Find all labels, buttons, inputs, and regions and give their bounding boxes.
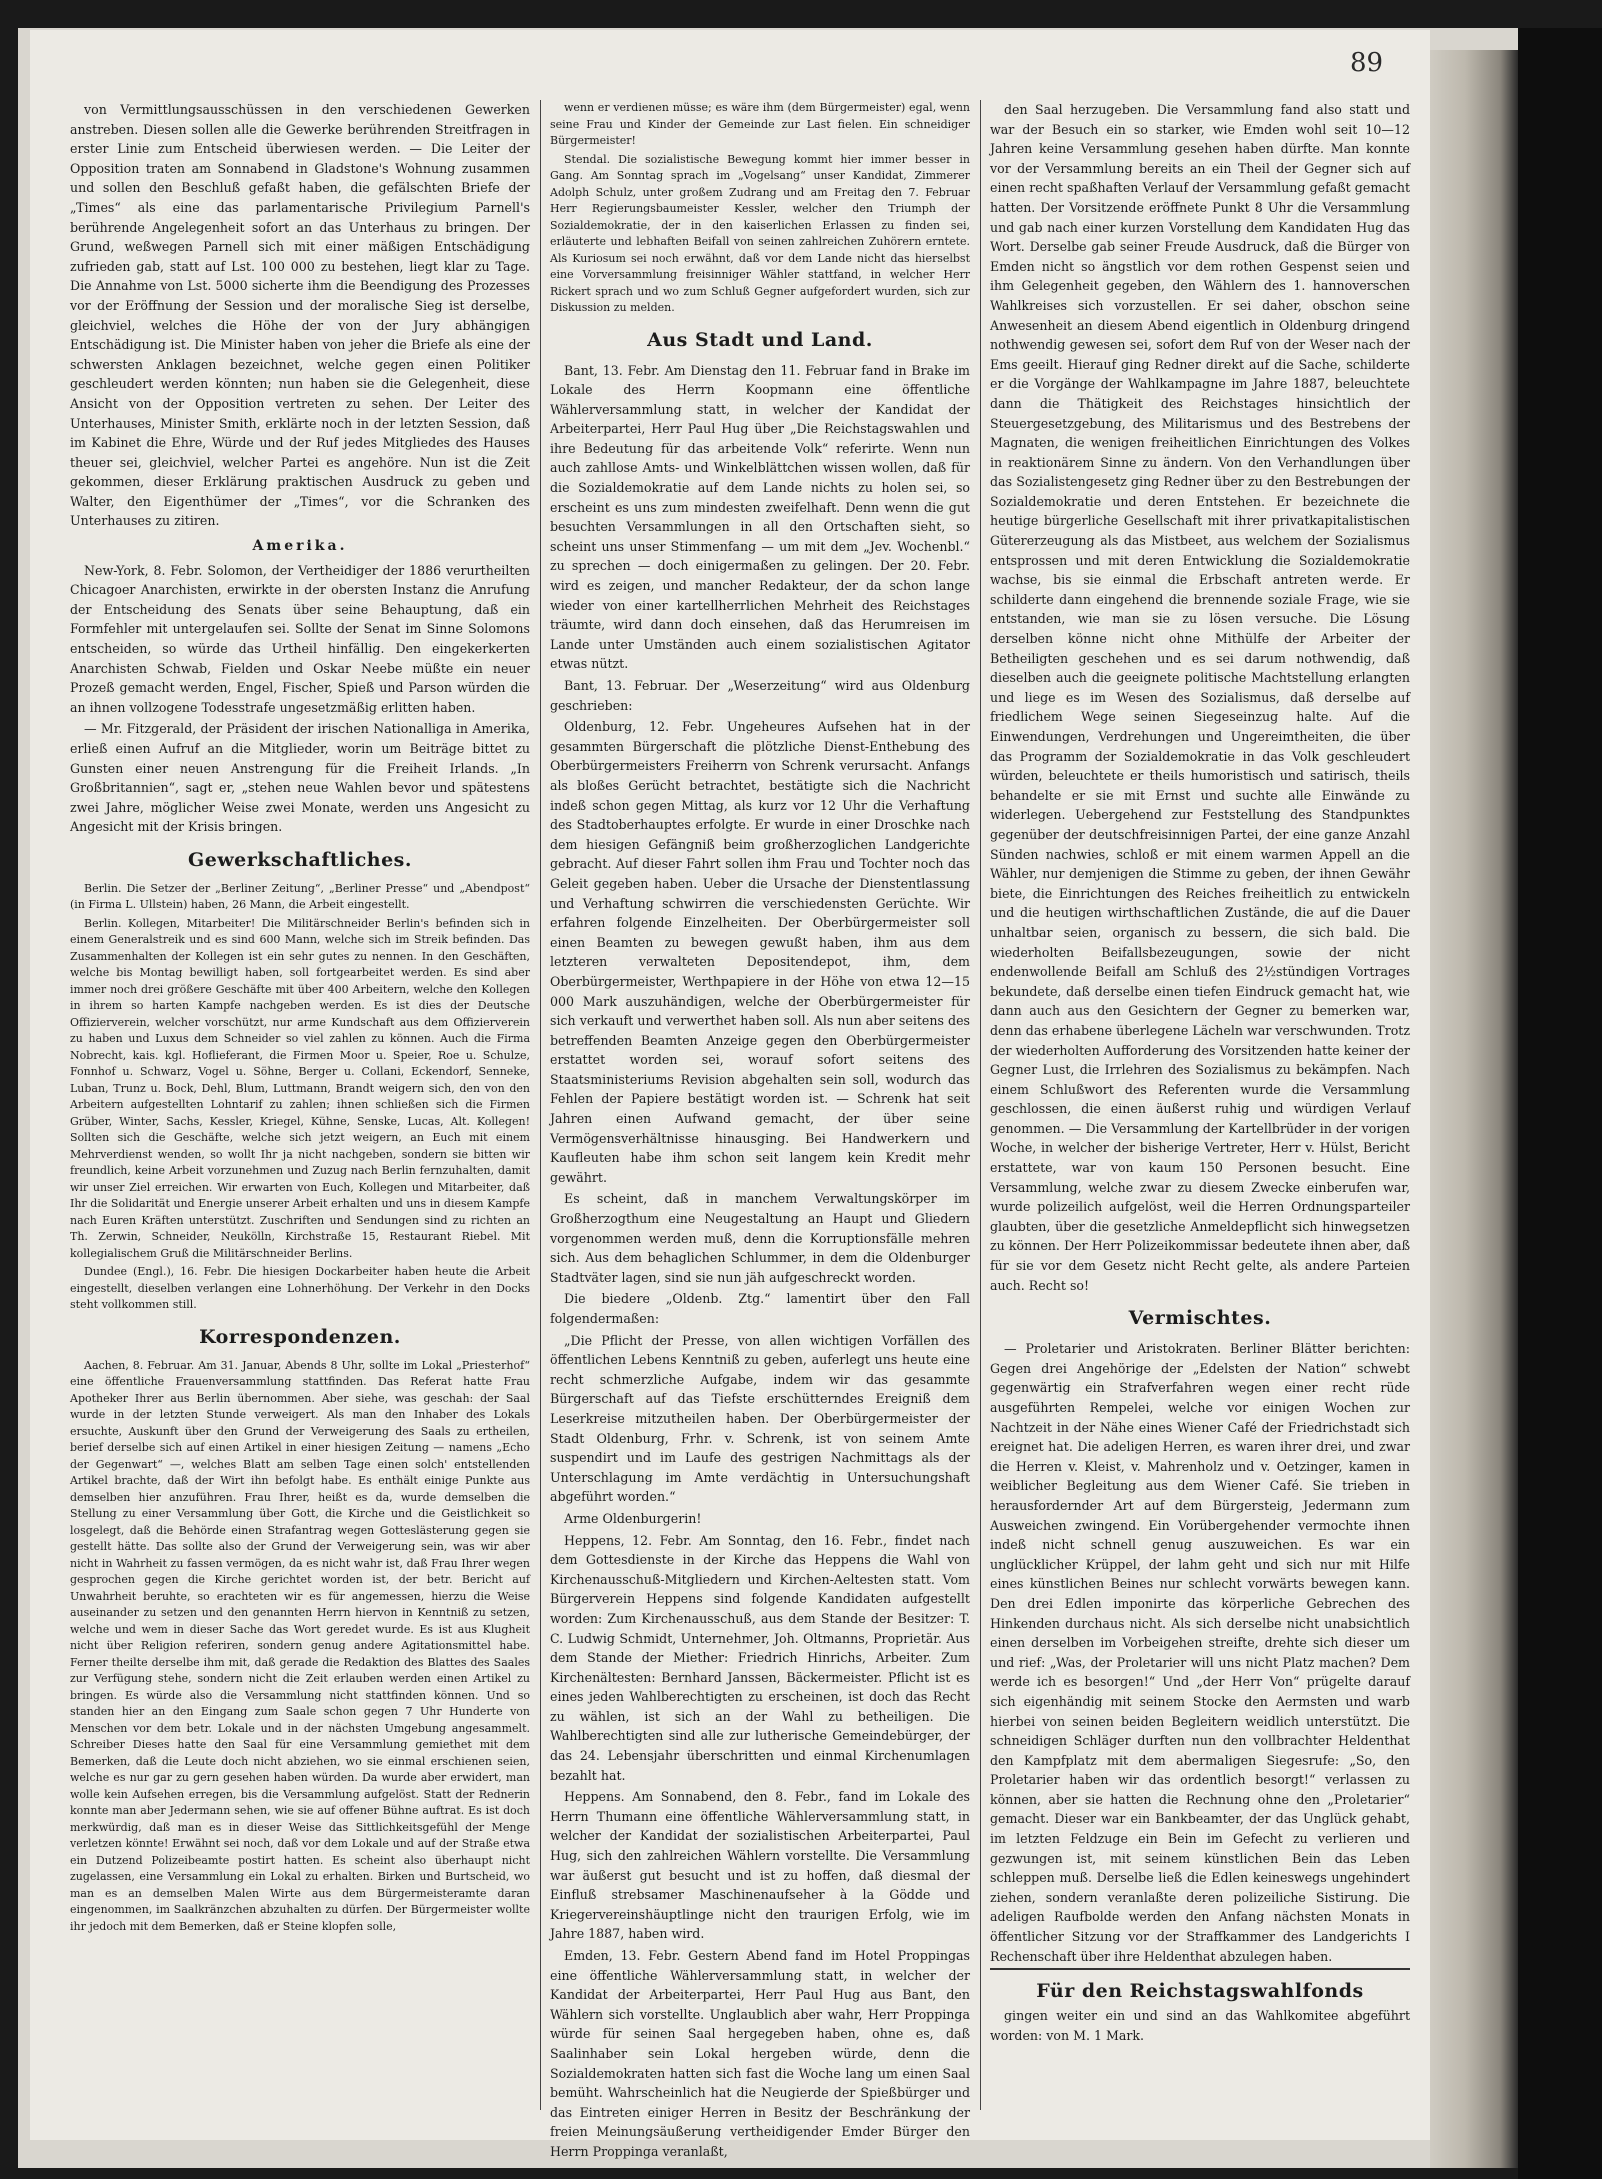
article-paragraph: Berlin. Kollegen, Mitarbeiter! Die Militärschneider Berlin's befinden sich in einem Generalstreik und es sind 600 Mann, welche sich im Streik befinden. Das Zusammenhalten der Kollegen ist ein sehr gutes zu nennen. In den Geschäften, welche bis Montag bewilligt haben, soll fortgearbeitet werden. Es sind aber immer noch drei größere Geschäfte mit über 400 Arbeitern, welche den Kollegen in ihrem so harten Kampfe nachgeben werden. Es ist dies der Deutsche Offizierverein, welcher vorschützt, nur arme Kundschaft aus dem Offizierverein zu haben und Luxus dem Schneider so viel zahlen zu können. Auch die Firma Nobrecht, kais. kgl. Hoflieferant, die Firmen Moor u. Speier, Roe u. Schulze, Fonnhof u. Schwarz, Vogel u. Söhne, Berger u. Collani, Eckendorf, Senneke, Luban, Trunz u. Bock, Dehl, Blum, Luttmann, Brandt weigern sich, den von den Arbeitern aufgestellten Lohntarif zu zahlen; ihnen schließen sich die Firmen Grüber, Winter, Sachs, Kessler, Kriegel, Kühne, Senske, Lucas, Alt. Kollegen! Sollten sich die Geschäfte, welche sich jetzt weigern, an Euch mit einem Mehrverdienst wenden, so wollt Ihr ja nicht nachgeben, sondern sie bitten wir freundlich, keine Arbeit vorzunehmen und Zuzug nach Berlin fernzuhalten, damit wir unser Ziel erreichen. Wir erwarten von Euch, Kollegen und Mitarbeiter, daß Ihr die Solidarität und Energie unserer Arbeit erhalten und uns in diesem Kampfe nach Euren Kräften unterstützt. Zuschriften und Sendungen sind zu richten an Th. Zerwin, Schneider, Neukölln, Kirchstraße 15, Restaurant Riebel. Mit kollegialischem Gruß die Militärschneider Berlins.: [70, 916, 530, 1260]
article-paragraph: gingen weiter ein und sind an das Wahlkomitee abgeführt worden: von M. 1 Mark.: [990, 2008, 1410, 2043]
article-paragraph: Arme Oldenburgerin!: [564, 1510, 702, 1526]
section-heading-amerika: Amerika.: [252, 538, 348, 555]
article-paragraph: den Saal herzugeben. Die Versammlung fand also statt und war der Besuch ein so starker, wie Emden wohl seit 10—12 Jahren keine Versammlung gesehen haben dürfte. Man konnte vor der Versammlung bereits an ein Theil der Gegner sich auf einen recht spaßhaften Verlauf der Versammlung gefaßt gemacht hatten. Der Vorsitzende eröffnete Punkt 8 Uhr die Versammlung und gab nach einer kurzen Vorstellung dem Kandidaten Hug das Wort. Derselbe gab seiner Freude Ausdruck, daß die Bürger von Emden nicht so ängstlich vor dem rothen Gespenst seien und ihm Gelegenheit gegeben, den Wählern des 1. hannoverschen Wahlkreises sich vorzustellen. Er sei daher, obschon seine Anwesenheit an diesem Abend eigentlich in Oldenburg dringend nothwendig gewesen sei, sofort dem Ruf von der Weser nach der Ems geeilt. Hierauf ging Redner direkt auf die Sache, schilderte er die Vorgänge der Wahlkampagne im Jahre 1887, beleuchtete dann die Thätigkeit des Reichstages hinsichtlich der Steuergesetzgebung, des Militarismus und des Bestrebens der Magnaten, die wenigen freiheitlichen Einrichtungen des Volkes in reaktionärem Sinne zu ändern. Von den Verhandlungen über das Sozialistengesetz ging Redner über zu den Bestrebungen der Sozialdemokratie und deren Entstehen. Er bezeichnete die heutige bürgerliche Gesellschaft mit ihrer privatkapitalistischen Gütererzeugung als das Mistbeet, aus welchem der Sozialismus entsprossen und mit deren Entwicklung die Sozialdemokratie wachse, bis sie einmal die Erbschaft antreten werde. Er schilderte dann eingehend die brennende soziale Frage, wie sie entstanden, wie man sie zu lösen versuche. Die Lösung derselben könne nicht ohne Mithülfe der Arbeiter der Betheiligten geschehen und es sei darum nothwendig, daß dieselben auch die geeignete politische Machtstellung erlangten und liege es im Wesen des Sozialismus, daß derselbe auf friedlichem Wege seinen Siegeseinzug halte. Auf die Einwendungen, Verdrehungen und Ungereimtheiten, die über das Programm der Sozialdemokratie in das Volk geschleudert würden, beleuchtete er theils humoristisch und satirisch, theils behandelte er sie mit Ernst und suchte alle Einwände zu widerlegen. Uebergehend zur Feststellung des Standpunktes gegenüber der deutschfreisinnigen Partei, der eine ganze Anzahl Sünden nachwies, schloß er mit einem warmen Appell an die Wähler, nur demjenigen die Stimme zu geben, der ihnen Gewähr biete, die Einrichtungen des Reiches freiheitlich zu entwickeln und die heutigen wirthschaftlichen Zustände, die auf die Dauer unhaltbar seien, organisch zu bessern, die sich bald. Die wiederholten Beifallsbezeugungen, sowie der nicht endenwollende Beifall am Schluß des 2½stündigen Vortrages bekundete, daß derselbe einen tiefen Eindruck gemacht hat, wie dann auch aus den Gesichtern der Gegner zu bemerken war, denn das erhabene überlegene Lächeln war verschwunden. Trotz der wiederholten Aufforderung des Vorsitzenden hatte keiner der Gegner Lust, die Irrlehren des Sozialismus zu bekämpfen. Nach einem Schlußwort des Referenten wurde die Versammlung geschlossen, die einen äußerst ruhig und würdigen Verlauf genommen. — Die Versammlung der Kartellbrüder in der vorigen Woche, in welcher der bisherige Vertreter, Herr v. Hülst, Bericht erstattete, war von kaum 150 Personen besucht. Eine Versammlung, welche zwar zu diesem Zwecke einberufen war, wurde polizeilich aufgelöst, weil die Herren Ordnungsparteiler glaubten, über die gesetzliche Anmeldepflicht sich hinwegsetzen zu können. Der Herr Polizeikommissar bedeutete ihnen aber, daß für sie vor dem Gesetz nicht Recht gelte, als andere Parteien auch. Recht so!: [990, 102, 1410, 1293]
article-paragraph: Bant, 13. Febr. Am Dienstag den 11. Februar fand in Brake im Lokale des Herrn Koopmann eine öffentliche Wählerversammlung statt, in welcher der Kandidat der Arbeiterpartei, Herr Paul Hug über „Die Reichstagswahlen und ihre Bedeutung für das arbeitende Volk“ referirte. Wenn nun auch zahllose Amts- und Winkelblättchen wissen wollen, daß für die Sozialdemokratie auf dem Lande nichts zu holen sei, so erscheint es uns zum mindesten zweifelhaft. Denn wenn die gut besuchten Versammlungen in all den Ortschaften sieht, so scheint uns unser Stimmenfang — um mit dem „Jev. Wochenbl.“ zu sprechen — doch einigermaßen zu gelingen. Der 20. Febr. wird es zeigen, und mancher Redakteur, der da schon lange wieder von einer kartellherrlichen Mehrheit des Reichstages träumte, wird dann doch einsehen, daß das Herumreisen im Lande unter Umständen auch einem sozialistischen Agitator etwas nützt.: [550, 362, 970, 672]
article-paragraph: — Proletarier und Aristokraten. Berliner Blätter berichten: Gegen drei Angehörige der „Edelsten der Nation“ schwebt gegenwärtig ein Strafverfahren wegen einer recht rüde ausgeführten Rempelei, welche vor einigen Wochen zur Nachtzeit in der Nähe eines Wiener Café der Friedrichstadt sich ereignet hat. Die adeligen Herren, es waren ihrer drei, und zwar die Herren v. Kleist, v. Mahrenholz und v. Oetzinger, kamen in weiblicher Begleitung aus dem Wiener Café. Sie trieben in herausfordernder Art auf dem Bürgersteig, Jedermann zum Ausweichen zwingend. Ein Vorübergehender vermochte ihnen indeß nicht schnell genug auszuweichen. Es war ein unglücklicher Krüppel, der lahm geht und sich nur mit Hilfe eines künstlichen Beines nur schlecht vorwärts bewegen kann. Den drei Edlen imponirte das körperliche Gebrechen des Hinkenden durchaus nicht. Als sich derselbe nicht unabsichtlich einen derselben im Vorbeigehen streifte, drehte sich dieser um und rief: „Was, der Proletarier will uns nicht Platz machen? Dem werde ich es besorgen!“ Und „der Herr Von“ prügelte darauf sich eigenhändig mit seinem Stocke den Aermsten und warb hierbei von seinen beiden Begleitern weidlich unterstützt. Die schneidigen Schläger durften nun den vollbrachter Heldenthat den Kampfplatz mit dem abermaligen Siegesrufe: „So, den Proletarier haben wir das ordentlich besorgt!“ verlassen zu können, aber sie hatten die Rechnung ohne den „Proletarier“ gemacht. Dieser war ein Bankbeamter, der das Unglück gehabt, im letzten Feldzuge ein Bein im Gefecht zu verlieren und gezwungen ist, mit seinem künstlichen Bein das Leben schleppen muß. Derselbe ließ die Edlen keineswegs ungehindert ziehen, sondern veranlaßte deren polizeiliche Sistirung. Die adeligen Raufbolde werden den Anfang nächsten Monats in öffentlicher Sitzung vor der Straffkammer des Landgerichts I Rechenschaft über ihre Heldenthat abzulegen haben.: [990, 1341, 1410, 1964]
article-paragraph: Oldenburg, 12. Febr. Ungeheures Aufsehen hat in der gesammten Bürgerschaft die plötzliche Dienst-Enthebung des Oberbürgermeisters Freiherrn von Schrenk verursacht. Anfangs als bloßes Gerücht betrachtet, bestätigte sich die Nachricht indeß schon gegen Mittag, als kurz vor 12 Uhr die Verhaftung des Stadtoberhauptes erfolgte. Er wurde in einer Droschke nach dem hiesigen Gefängniß beim großherzoglichen Landgerichte gebracht. Auf dieser Fahrt sollen ihm Frau und Tochter noch das Geleit gegeben haben. Ueber die Ursache der Dienstentlassung und Verhaftung schwirren die verschiedensten Gerüchte. Wir erfahren folgende Einzelheiten. Der Oberbürgermeister soll einen Beamten zu bewegen gewußt haben, ihm aus dem letzteren verwalteten Depositendepot, ihm, dem Oberbürgermeister, Werthpapiere in der Höhe von etwa 12—15 000 Mark auszuhändigen, welche der Oberbürgermeister für sich verkauft und verwerthet haben soll. Als nun aber seitens des betreffenden Beamten Anzeige gegen den Oberbürgermeister erstattet worden sei, worauf sofort seitens des Staatsministeriums Revision abgehalten sein soll, wodurch das Fehlen der Papiere bestätigt worden ist. — Schrenk hat seit Jahren einen Aufwand gemacht, der über seine Vermögensverhältnisse hinausging. Bei Handwerkern und Kaufleuten habe ihm schon seit langem kein Kredit mehr gewährt.: [550, 719, 970, 1185]
column-middle: [550, 100, 970, 2159]
article-paragraph: Dundee (Engl.), 16. Febr. Die hiesigen Dockarbeiter haben heute die Arbeit eingestellt, dieselben verlangen eine Lohnerhöhung. Der Verkehr in den Docks steht vollkommen still.: [70, 1265, 530, 1312]
article-paragraph: wenn er verdienen müsse; es wäre ihm (dem Bürgermeister) egal, wenn seine Frau und Kinder der Gemeinde zur Last fielen. Ein schneidiger Bürgermeister!: [550, 101, 970, 147]
section-heading-vermischtes: Vermischtes.: [1128, 1307, 1272, 1330]
article-paragraph: Emden, 13. Febr. Gestern Abend fand im Hotel Proppingas eine öffentliche Wählerversammlung statt, in welcher der Kandidat der Arbeiterpartei, Herr Paul Hug aus Bant, den Wählern sich vorstellte. Unglaublich aber wahr, Herr Proppinga würde für seinen Saal hergegeben haben, ohne es, daß Saalinhaber sein Lokal hergeben würde, denn die Sozialdemokraten hatten sich fast die Woche lang um einen Saal bemüht. Wahrscheinlich hat die Neugierde der Spießbürger und das Eintreten einiger Herren in Besitz der Beschränkung der freien Meinungsäußerung vertheidigender Emder Bürger den Herrn Proppinga veranlaßt,: [550, 1948, 970, 2159]
article-paragraph: Heppens, 12. Febr. Am Sonntag, den 16. Febr., findet nach dem Gottesdienste in der Kirche das Heppens die Wahl von Kirchenausschuß-Mitgliedern und Kirchen-Aeltesten statt. Vom Bürgerverein Heppens sind folgende Kandidaten aufgestellt worden: Zum Kirchenausschuß, aus dem Stande der Besitzer: T. C. Ludwig Schmidt, Unternehmer, Joh. Oltmanns, Proprietär. Aus dem Stande der Miether: Friedrich Hinrichs, Arbeiter. Zum Kirchenältesten: Bernhard Janssen, Bäckermeister. Pflicht ist es eines jeden Wahlberechtigten zu erscheinen, ist doch das Recht zu wählen, ist sich an der Wahl zu betheiligen. Die Wahlberechtigten sind alle zur lutherische Gemeindebürger, der das 24. Lebensjahr überschritten und einmal Kirchenumlagen bezahlt hat.: [550, 1532, 970, 1783]
article-paragraph: Bant, 13. Februar. Der „Weserzeitung“ wird aus Oldenburg geschrieben:: [550, 678, 970, 713]
section-heading-korrespondenzen: Korrespondenzen.: [199, 1325, 401, 1348]
article-paragraph: Die biedere „Oldenb. Ztg.“ lamentirt über den Fall folgendermaßen:: [550, 1291, 970, 1326]
article-paragraph: „Die Pflicht der Presse, von allen wichtigen Vorfällen des öffentlichen Lebens Kenntniß zu geben, auferlegt uns heute eine recht schmerzliche Aufgabe, indem wir das gesammte Bürgerschaft auf das Tiefste erschütterndes Ereigniß dem Leserkreise mitzutheilen haben. Der Oberbürgermeister der Stadt Oldenburg, Frhr. v. Schrenk, ist von seinem Amte suspendirt und im Laufe des gestrigen Nachmittags als der Unterschlagung im Amte verdächtig in Untersuchungshaft abgeführt worden.“: [550, 1332, 970, 1505]
fund-notice: [990, 1968, 1410, 2045]
column-rule: [540, 100, 541, 2110]
page-spine-shadow: [1430, 50, 1518, 2168]
article-paragraph: von Vermittlungsausschüssen in den verschiedenen Gewerken anstreben. Diesen sollen alle die Gewerke berührenden Streitfragen in erster Linie zum Entscheid überwiesen werden. — Die Leiter der Opposition traten am Sonnabend in Gladstone's Wohnung zusammen und sollen den Beschluß gefaßt haben, die gefälschten Briefe der „Times“ als eine das parlamentarische Privilegium Parnell's berührende Angelegenheit sofort an das Unterhaus zu bringen. Der Grund, weßwegen Parnell sich mit einer mäßigen Entschädigung zufrieden gab, statt auf Lst. 100 000 zu bestehen, liegt klar zu Tage. Die Annahme von Lst. 5000 sicherte ihm die Beendigung des Prozesses vor der Eröffnung der Session und der moralische Sieg ist derselbe, gleichviel, welches die Höhe der von der Jury abhängigen Entschädigung ist. Die Minister haben von jeher die Briefe als eine der schwersten Anklagen bezeichnet, welche gegen einen Politiker geschleudert werden könnten; nun haben sie die Gelegenheit, diese Ansicht von der Opposition vertreten zu sehen. Der Leiter des Unterhauses, Minister Smith, erklärte noch in der letzten Session, daß im Kabinet die Ehre, Würde und der Ruf jedes Mitgliedes des Hauses theuer sei, gleichviel, welcher Partei es angehöre. Nun ist die Zeit gekommen, dieser Erklärung praktischen Ausdruck zu geben und Walter, den Eigenthümer der „Times“, vor die Schranken des Unterhauses zu zitiren.: [70, 102, 530, 529]
book-binding: [1518, 28, 1602, 2179]
article-paragraph: — Mr. Fitzgerald, der Präsident der irischen Nationalliga in Amerika, erließ einen Aufruf an die Mitglieder, worin um Beiträge bittet zu Gunsten einer neuen Anstrengung für die Freiheit Irlands. „In Großbritannien“, sagt er, „stehen neue Wahlen bevor und spätestens zwei Jahre, möglicher Weise zwei Monate, werden uns Angesicht zu Angesicht mit der Krisis bringen.: [70, 721, 530, 835]
section-heading-gewerkschaftliches: Gewerkschaftliches.: [188, 848, 412, 871]
newspaper-page: [30, 30, 1430, 2159]
article-paragraph: New-York, 8. Febr. Solomon, der Vertheidiger der 1886 verurtheilten Chicagoer Anarchisten, erwirkte in der obersten Instanz die Anrufung der Entscheidung des Senats über seine Behauptung, daß ein Formfehler mit untergelaufen sei. Sollte der Senat im Sinne Solomons entscheiden, so würde das Urtheil hinfällig. Den eingekerkerten Anarchisten Schwab, Fielden und Oskar Neebe müßte ein neuer Prozeß gemacht werden, Engel, Fischer, Spieß und Parson würden die an ihnen vollzogene Todesstrafe ungesetzmäßig erlitten haben.: [70, 562, 530, 715]
article-paragraph: Heppens. Am Sonnabend, den 8. Febr., fand im Lokale des Herrn Thumann eine öffentliche Wählerversammlung statt, in welcher der Kandidat der sozialistischen Arbeiterpartei, Paul Hug, sich den zahlreichen Wählern vorstellte. Die Versammlung war äußerst gut besucht und ist zu hoffen, daß diesmal der Einfluß strebsamer Maschinenaufseher à la Gödde und Kriegervereinshäuptlinge nicht den traurigen Erfolg, wie im Jahre 1887, haben wird.: [550, 1789, 970, 1942]
page-number: 89: [1350, 48, 1384, 78]
article-paragraph: Berlin. Die Setzer der „Berliner Zeitung“, „Berliner Presse“ und „Abendpost“ (in Firma L. Ullstein) haben, 26 Mann, die Arbeit eingestellt.: [70, 881, 530, 912]
column-rule: [980, 100, 981, 2110]
article-paragraph: Es scheint, daß in manchem Verwaltungskörper im Großherzogthum eine Neugestaltung an Haupt und Gliedern vorgenommen werden muß, denn die Korruptionsfälle mehren sich. Aus dem behaglichen Schlummer, in dem die Oldenburger Stadtväter lagen, sind sie nun jäh aufgeschreckt worden.: [550, 1191, 970, 1285]
article-paragraph: Stendal. Die sozialistische Bewegung kommt hier immer besser in Gang. Am Sonntag sprach im „Vogelsang“ unser Kandidat, Zimmerer Adolph Schulz, unter großem Zudrang und am Freitag den 7. Februar Herr Regierungsbaumeister Kessler, welcher den Triumph der Sozialdemokratie, der in den kaiserlichen Erlassen zu finden sei, erläuterte und lebhaften Beifall von seinen zahlreichen Zuhörern erntete. Als Kuriosum sei noch erwähnt, daß vor dem Lande nicht das hierselbst eine Vorversammlung freisinniger Wähler stattfand, in welcher Herr Rickert sprach und wo zum Schluß Gegner aufgefordert wurden, sich zur Diskussion zu melden.: [550, 152, 970, 314]
column-right: [990, 100, 1410, 2120]
article-paragraph: Aachen, 8. Februar. Am 31. Januar, Abends 8 Uhr, sollte im Lokal „Priesterhof“ eine öffentliche Frauenversammlung stattfinden. Das Referat hatte Frau Apotheker Ihrer aus Berlin übernommen. Aber siehe, was geschah: der Saal wurde in der letzten Stunde verweigert. Als man den Inhaber des Lokals ersuchte, Auskunft über den Grund der Verweigerung des Saals zu ertheilen, berief derselbe sich auf einen Artikel in einer hiesigen Zeitung — namens „Echo der Gegenwart“ —, welches Blatt am selben Tage einen solch' entstellenden Artikel brachte, daß der Wirt ihn befolgt habe. Es enthält einige Punkte aus demselben hier anzuführen. Frau Ihrer, heißt es da, wurde demselben die Stellung zu einer Versammlung über Gott, die Kirche und die Geistlichkeit so losgelegt, daß die Behörde einen Strafantrag wegen Gotteslästerung gegen sie gestellt hätte. Das sollte also der Grund der Verweigerung sein, was wir aber nicht in Wahrheit zu fassen vermögen, da es nicht wahr ist, daß Frau Ihrer wegen gesprochen gegen die Kirche gerichtet worden ist, der betr. Bericht auf Unwahrheit beruhte, so erachteten wir es für angemessen, hierzu die Weise auseinander zu setzen und den genannten Herrn hiervon in Kenntniß zu setzen, welche und wem in dieser Sache das Wort geredet wurde. Es ist aus Klugheit nicht über Religion referiren, sondern genug andere Agitationsmittel habe. Ferner theilte derselbe ihm mit, daß gerade die Redaktion des Blattes des Saales zur Verfügung stehe, sondern nicht die Zeit erlauben werden einen Artikel zu bringen. Es würde also die Versammlung nicht stattfinden können. Und so standen hier an den Eingang zum Saale schon gegen 7 Uhr Hunderte von Menschen vor dem betr. Lokale und in der nächsten Umgebung angesammelt. Schreiber Dieses hatte den Saal für eine Versammlung gemiethet mit dem Bemerken, daß die Leute doch nicht abziehen, wo sie einmal erschienen seien, welche es nur gar zu gern gesehen haben würden. Da wurde aber erwidert, man wolle kein Aufsehen erregen, bis die Versammlung aufgelöst. Statt der Rednerin konnte man aber Jedermann sehen, wie sie auf offener Bühne auftrat. Es ist doch merkwürdig, daß man es in dieser Weise das Sittlichkeitsgefühl der Menge verletzen könnte! Erwähnt sei noch, daß vor dem Lokale und auf der Straße etwa ein Dutzend Polizeibeamte postirt hatten. Es scheint also überhaupt nicht zugelassen, eine Versammlung ein Lokal zu erhalten. Birken und Burtscheid, wo man es an demselben Malen Wirte aus dem Bürgermeisteramte daran eingenommen, im Saalkränzchen abzuhalten zu dürfen. Der Bürgermeister wollte ihr jedoch mit dem Bemerken, daß er Steine klopfen solle,: [70, 1358, 530, 1933]
column-left: [70, 100, 530, 2120]
section-heading-wahlfonds: Für den Reichstagswahlfonds: [1036, 1980, 1364, 2003]
section-heading-aus-stadt-und-land: Aus Stadt und Land.: [647, 328, 873, 351]
